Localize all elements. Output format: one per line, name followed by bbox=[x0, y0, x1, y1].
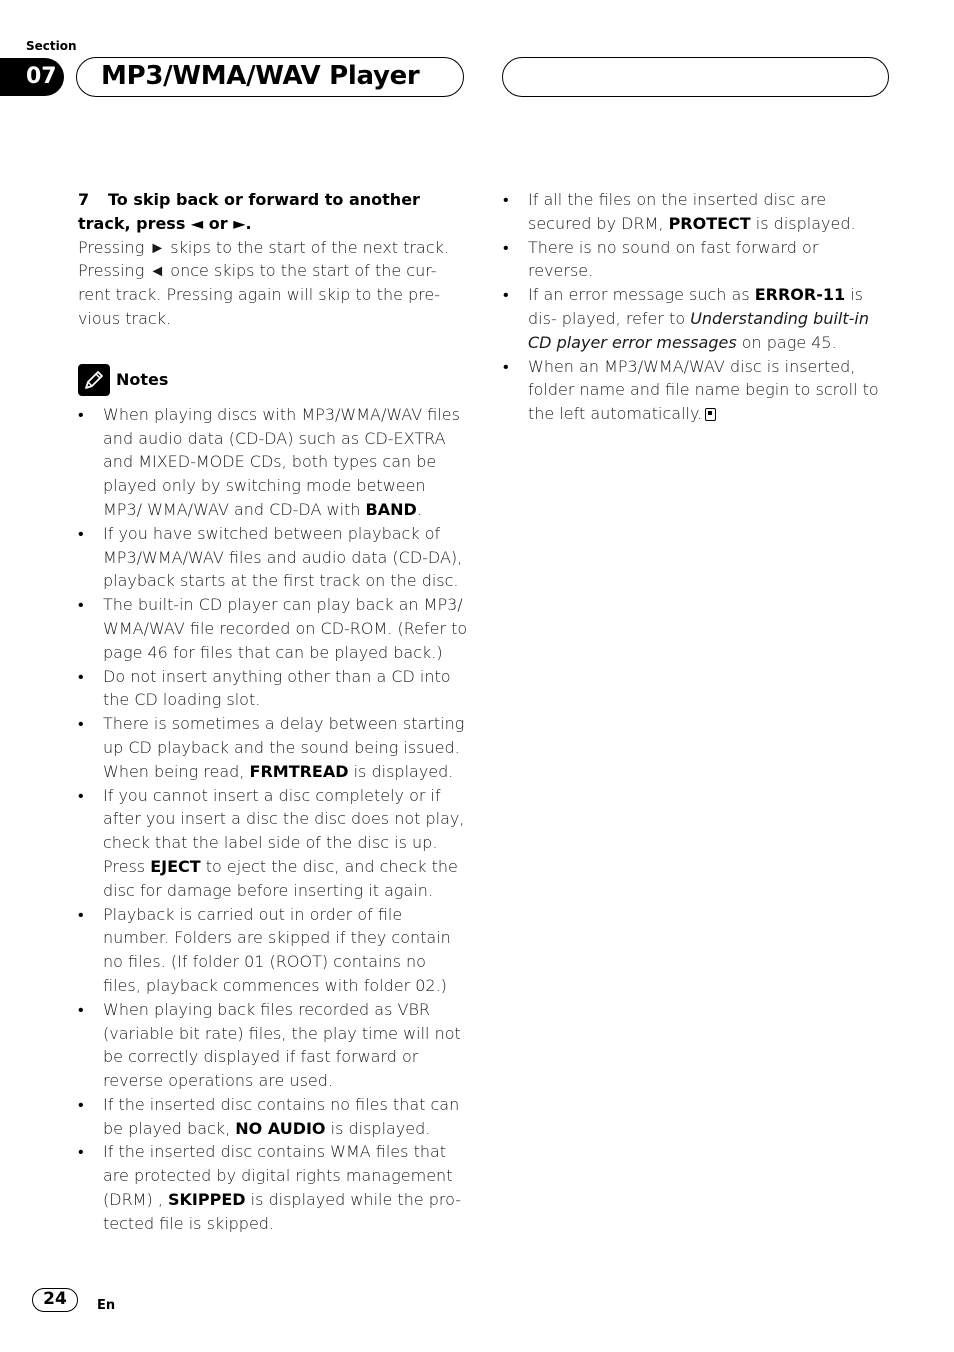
step-number: 7 bbox=[78, 190, 90, 209]
note-bold: NO AUDIO bbox=[235, 1118, 326, 1138]
note-text: is displayed while the pro- tected file is skipped. bbox=[103, 1190, 462, 1233]
note-bold: FRMTREAD bbox=[249, 761, 349, 781]
list-item bbox=[78, 665, 468, 713]
list-item bbox=[503, 355, 888, 426]
note-text: The built-in CD player can play back an MP3/ WMA/WAV file recorded on CD-ROM. (Refer to page 46 for files that can be played back.) bbox=[103, 595, 468, 662]
note-text: If the inserted disc contains WMA files that are protected by digital rights management (DRM) , bbox=[103, 1142, 453, 1210]
note-text: If you cannot insert a disc completely or if after you insert a disc the disc does not play, check that the label side of the disc is up. Press bbox=[103, 785, 465, 876]
end-mark-icon bbox=[705, 408, 716, 421]
language-label: En bbox=[97, 1298, 116, 1313]
note-text: If the inserted disc contains no files that can be played back, bbox=[103, 1094, 460, 1138]
right-column bbox=[503, 188, 888, 426]
section-number-tab: 07 bbox=[0, 58, 64, 96]
list-item bbox=[78, 1140, 468, 1235]
list-item bbox=[78, 403, 468, 522]
note-text: is displayed. bbox=[348, 761, 454, 781]
note-bold: BAND bbox=[365, 499, 417, 519]
note-text: to eject the disc, and check the disc for damage before inserting it again. bbox=[103, 856, 458, 900]
page-number: 24 bbox=[32, 1288, 78, 1312]
note-bold: SKIPPED bbox=[167, 1190, 246, 1210]
note-text: on page 45. bbox=[736, 332, 837, 352]
note-bold: PROTECT bbox=[668, 213, 751, 233]
note-text: There is sometimes a delay between starting up CD playback and the sound being issued. When being read, bbox=[103, 714, 465, 781]
note-text: There is no sound on fast forward or reverse. bbox=[528, 237, 819, 281]
right-notes-list bbox=[503, 188, 888, 426]
section-label: Section bbox=[26, 39, 77, 53]
title-pill bbox=[76, 57, 464, 97]
note-bold: ERROR-11 bbox=[754, 285, 846, 305]
list-item bbox=[503, 236, 888, 284]
notes-list bbox=[78, 403, 468, 1236]
note-text: is displayed. bbox=[750, 213, 856, 233]
note-text: Playback is carried out in order of file number. Folders are skipped if they contain no files. (If folder 01 (ROOT) contains no files, playback commences with folder 02.) bbox=[103, 904, 451, 995]
list-item bbox=[78, 712, 468, 783]
left-column bbox=[78, 188, 468, 1236]
header-right-pill bbox=[502, 57, 889, 97]
note-italic: Understanding built-in CD player error messages bbox=[528, 308, 869, 352]
note-text: If all the files on the inserted disc are secured by DRM, bbox=[528, 190, 827, 233]
step-heading bbox=[78, 188, 468, 236]
note-bold: EJECT bbox=[150, 856, 201, 876]
note-text: is displayed. bbox=[325, 1118, 431, 1138]
list-item bbox=[503, 283, 888, 354]
step-heading-text: To skip back or forward to another track, press ◄ or ►. bbox=[78, 190, 420, 233]
note-text: . bbox=[416, 499, 422, 519]
list-item bbox=[78, 903, 468, 998]
step-body: Pressing ► skips to the start of the next track. Pressing ◄ once skips to the start of the cur- rent track. Pressing again will skip to the pre- vious track. bbox=[78, 237, 449, 328]
pencil-icon bbox=[78, 364, 110, 396]
note-text: If you have switched between playback of MP3/WMA/WAV files and audio data (CD-DA), playback starts at the first track on the disc. bbox=[103, 523, 463, 591]
notes-title: Notes bbox=[116, 369, 169, 389]
list-item bbox=[78, 1093, 468, 1141]
list-item bbox=[503, 188, 888, 236]
page-title: MP3/WMA/WAV Player bbox=[101, 61, 420, 91]
list-item bbox=[78, 522, 468, 593]
note-text: When playing back files recorded as VBR (variable bit rate) files, the play time will not be correctly displayed if fast forward or reverse operations are used. bbox=[103, 999, 461, 1091]
note-text: If an error message such as bbox=[528, 285, 755, 305]
note-text: When an MP3/WMA/WAV disc is inserted, folder name and file name begin to scroll to the left automatically. bbox=[528, 356, 879, 424]
list-item bbox=[78, 998, 468, 1093]
list-item bbox=[78, 784, 468, 903]
note-text: is dis- played, refer to bbox=[528, 285, 864, 328]
list-item bbox=[78, 593, 468, 664]
note-text: Do not insert anything other than a CD into the CD loading slot. bbox=[103, 666, 451, 710]
notes-header bbox=[78, 363, 468, 397]
note-text: When playing discs with MP3/WMA/WAV files and audio data (CD-DA) such as CD-EXTRA and MIXED-MODE CDs, both types can be played only by switching mode between MP3/ WMA/WAV and CD-DA with bbox=[103, 404, 460, 519]
